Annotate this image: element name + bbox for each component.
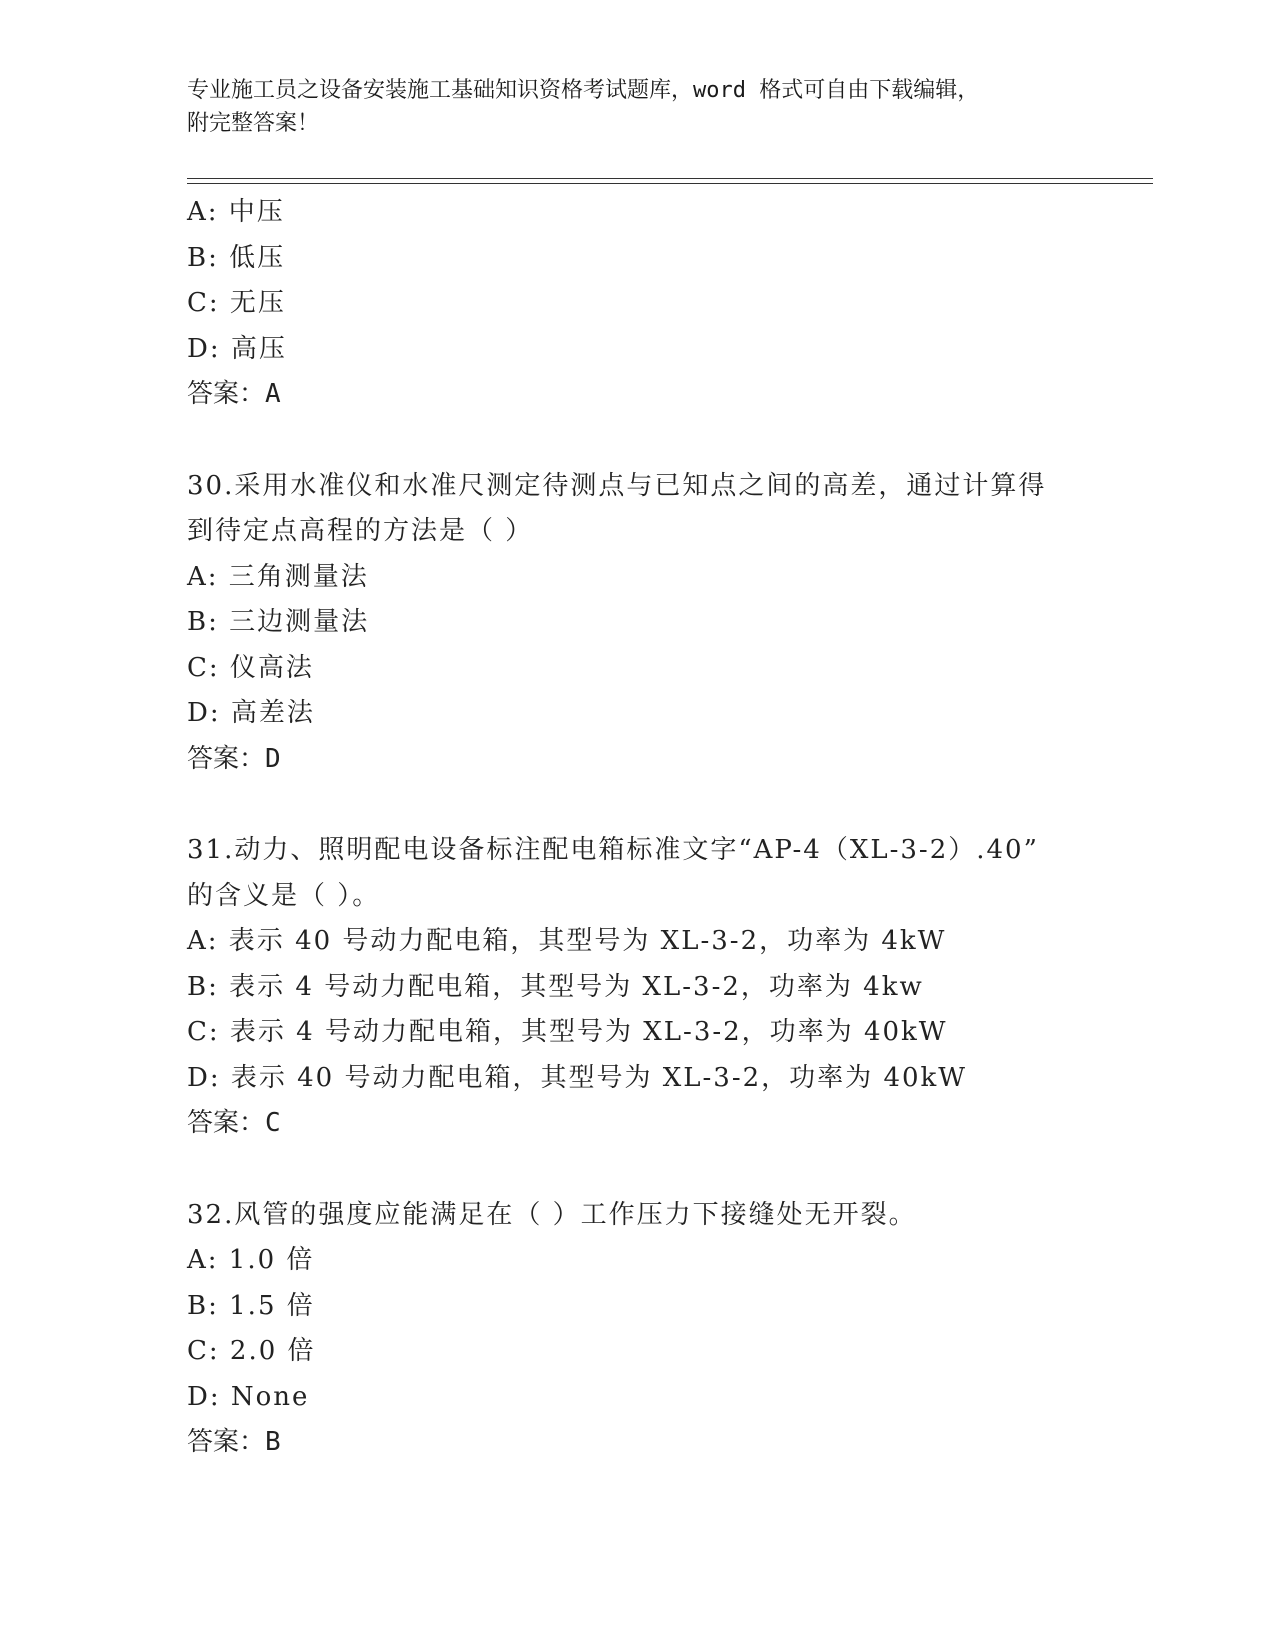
option-a: A: 中压 (187, 197, 285, 227)
option-b: B: 1.5 倍 (187, 1290, 315, 1321)
option-b: B: 三边测量法 (187, 607, 370, 637)
spacer (187, 782, 1153, 828)
answer: 答案：D (187, 743, 281, 774)
document-header (187, 74, 1087, 140)
option-c: C: 2.0 倍 (187, 1336, 316, 1366)
question-stem-line-1: 32.风管的强度应能满足在（ ）工作压力下接缝处无开裂。 (187, 1199, 917, 1230)
option-d: D: 高差法 (187, 698, 315, 728)
option-a: A: 表示 40 号动力配电箱，其型号为 XL-3-2，功率为 4kW (187, 926, 947, 956)
question-stem-line-2: 的含义是（ ）。 (187, 880, 381, 911)
question-stem-line-1: 30.采用水准仪和水准尺测定待测点与已知点之间的高差，通过计算得 (187, 470, 1047, 501)
option-c: C: 表示 4 号动力配电箱，其型号为 XL-3-2，功率为 40kW (187, 1017, 948, 1047)
answer: 答案：B (187, 1427, 281, 1457)
header-line-2: 附完整答案！ (187, 111, 320, 136)
header-divider-bottom (187, 183, 1153, 184)
option-d: D: 表示 40 号动力配电箱，其型号为 XL-3-2，功率为 40kW (187, 1062, 968, 1093)
question-list (187, 190, 1153, 1466)
question-32 (187, 1193, 1153, 1466)
question-29 (187, 190, 1153, 418)
question-31 (187, 828, 1153, 1147)
option-c: C: 无压 (187, 288, 286, 318)
header-line-1: 专业施工员之设备安装施工基础知识资格考试题库，word 格式可自由下载编辑， (187, 78, 980, 103)
option-c: C: 仪高法 (187, 652, 314, 683)
question-stem-line-2: 到待定点高程的方法是（ ） (187, 516, 534, 546)
answer: 答案：A (187, 379, 281, 409)
spacer (187, 418, 1153, 464)
option-d: D: None (187, 1381, 310, 1412)
option-b: B: 低压 (187, 242, 286, 273)
question-stem-line-1: 31.动力、照明配电设备标注配电箱标准文字“AP-4（XL-3-2）.40” (187, 835, 1039, 865)
header-divider-top (187, 178, 1153, 179)
spacer (187, 1147, 1153, 1193)
answer: 答案：C (187, 1108, 281, 1138)
option-b: B: 表示 4 号动力配电箱，其型号为 XL-3-2，功率为 4kw (187, 971, 924, 1002)
option-d: D: 高压 (187, 333, 287, 364)
option-a: A: 三角测量法 (187, 561, 369, 592)
option-a: A: 1.0 倍 (187, 1245, 315, 1275)
question-30 (187, 464, 1153, 783)
